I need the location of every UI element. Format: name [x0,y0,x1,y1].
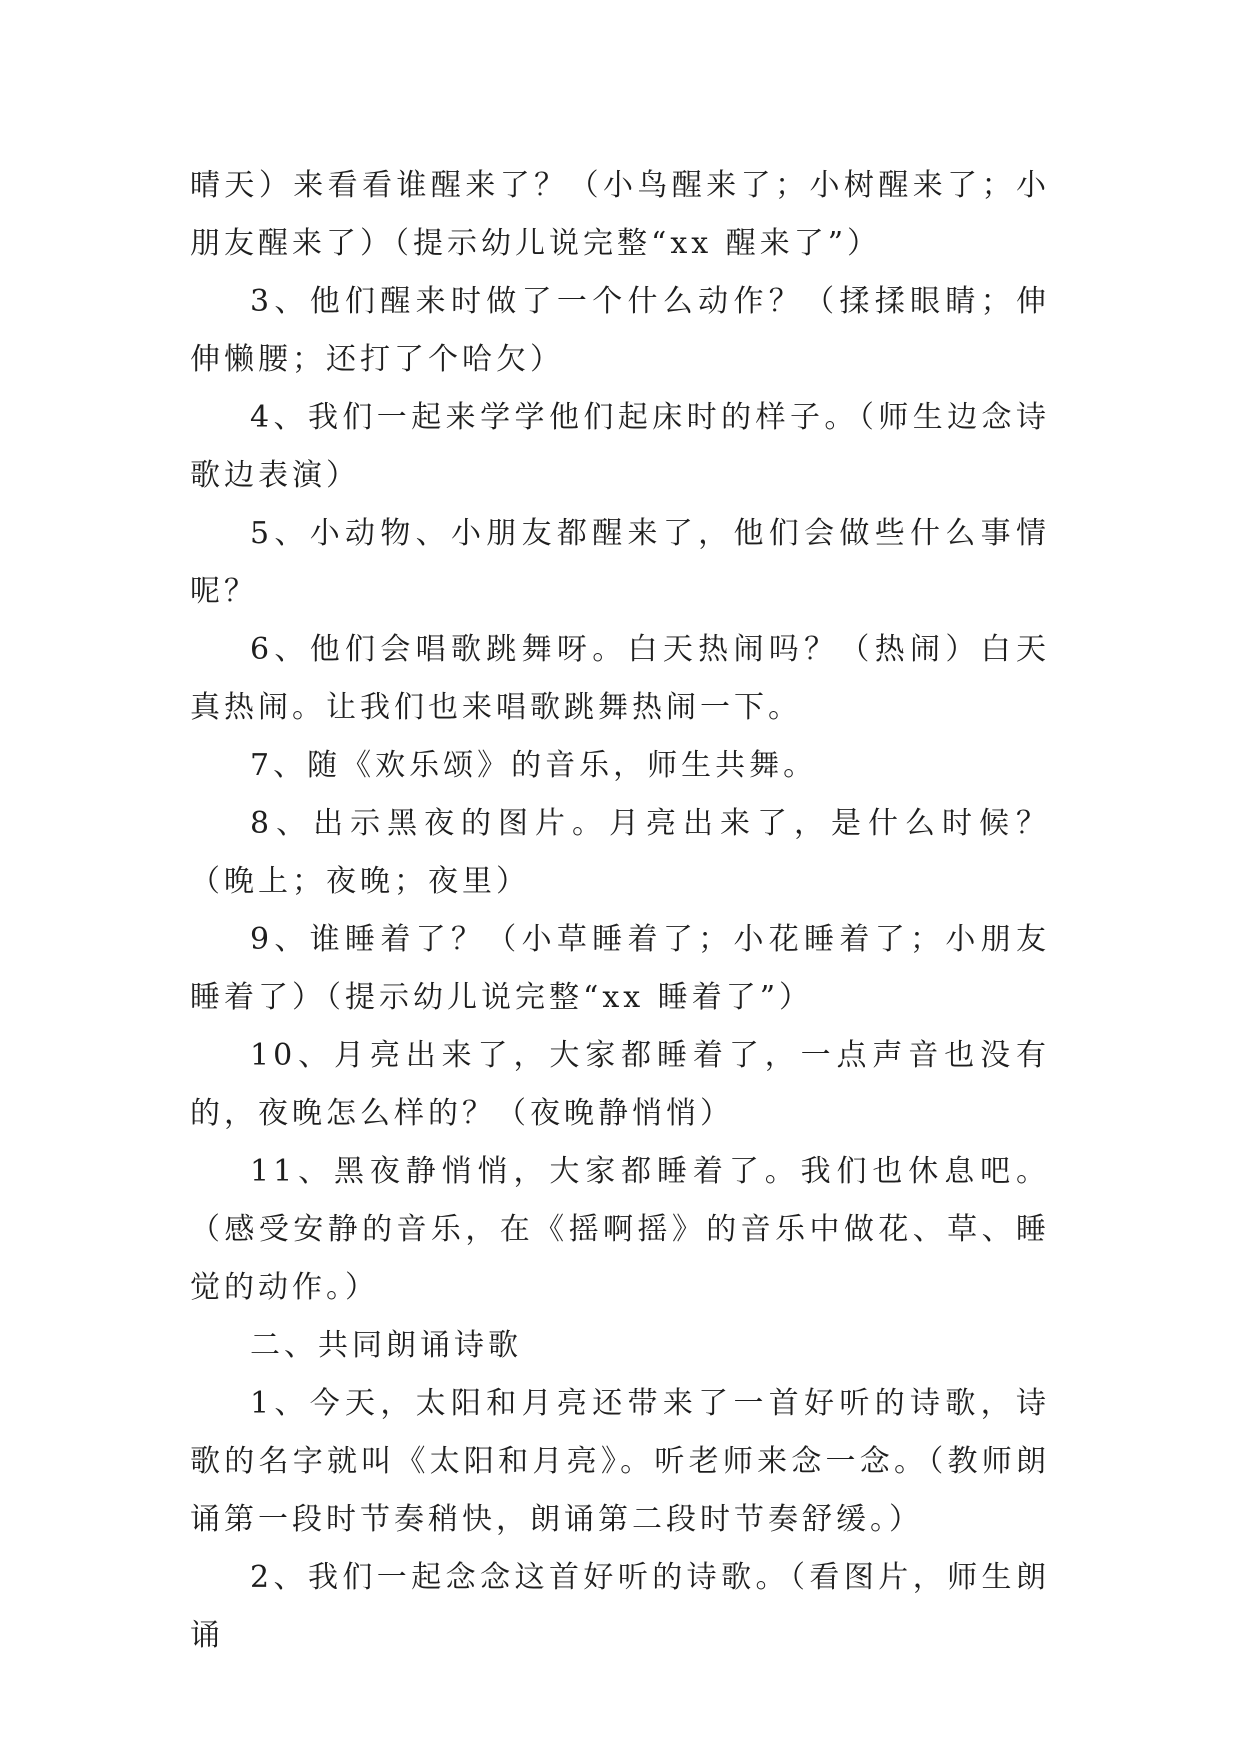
section-heading: 二、共同朗诵诗歌 [250,1328,522,1363]
paragraph: 6、他们会唱歌跳舞呀。白天热闹吗？（热闹）白天真热闹。让我们也来唱歌跳舞热闹一下。 [190,632,1050,725]
paragraph: 2、我们一起念念这首好听的诗歌。（看图片，师生朗诵 [190,1560,1050,1653]
paragraph: 3、他们醒来时做了一个什么动作？（揉揉眼睛；伸伸懒腰；还打了个哈欠） [190,284,1050,377]
paragraph: 晴天）来看看谁醒来了？（小鸟醒来了；小树醒来了；小朋友醒来了）（提示幼儿说完整“xx 醒来了”） [190,168,1050,261]
paragraph: 5、小动物、小朋友都醒来了，他们会做些什么事情呢？ [190,516,1050,609]
paragraph: 9、谁睡着了？（小草睡着了；小花睡着了；小朋友睡着了）（提示幼儿说完整“xx 睡着了”） [190,922,1050,1015]
paragraph: 4、我们一起来学学他们起床时的样子。（师生边念诗歌边表演） [190,400,1050,493]
paragraph: 8、出示黑夜的图片。月亮出来了，是什么时候？（晚上；夜晚；夜里） [190,806,1050,899]
paragraph: 1、今天，太阳和月亮还带来了一首好听的诗歌，诗歌的名字就叫《太阳和月亮》。听老师来念一念。（教师朗诵第一段时节奏稍快，朗诵第二段时节奏舒缓。） [190,1386,1050,1537]
document-body [190,157,1050,1665]
paragraph: 10、月亮出来了，大家都睡着了，一点声音也没有的，夜晚怎么样的？（夜晚静悄悄） [190,1038,1050,1131]
paragraph: 11、黑夜静悄悄，大家都睡着了。我们也休息吧。（感受安静的音乐，在《摇啊摇》的音乐中做花、草、睡觉的动作。） [190,1154,1050,1305]
paragraph: 7、随《欢乐颂》的音乐，师生共舞。 [250,748,818,783]
